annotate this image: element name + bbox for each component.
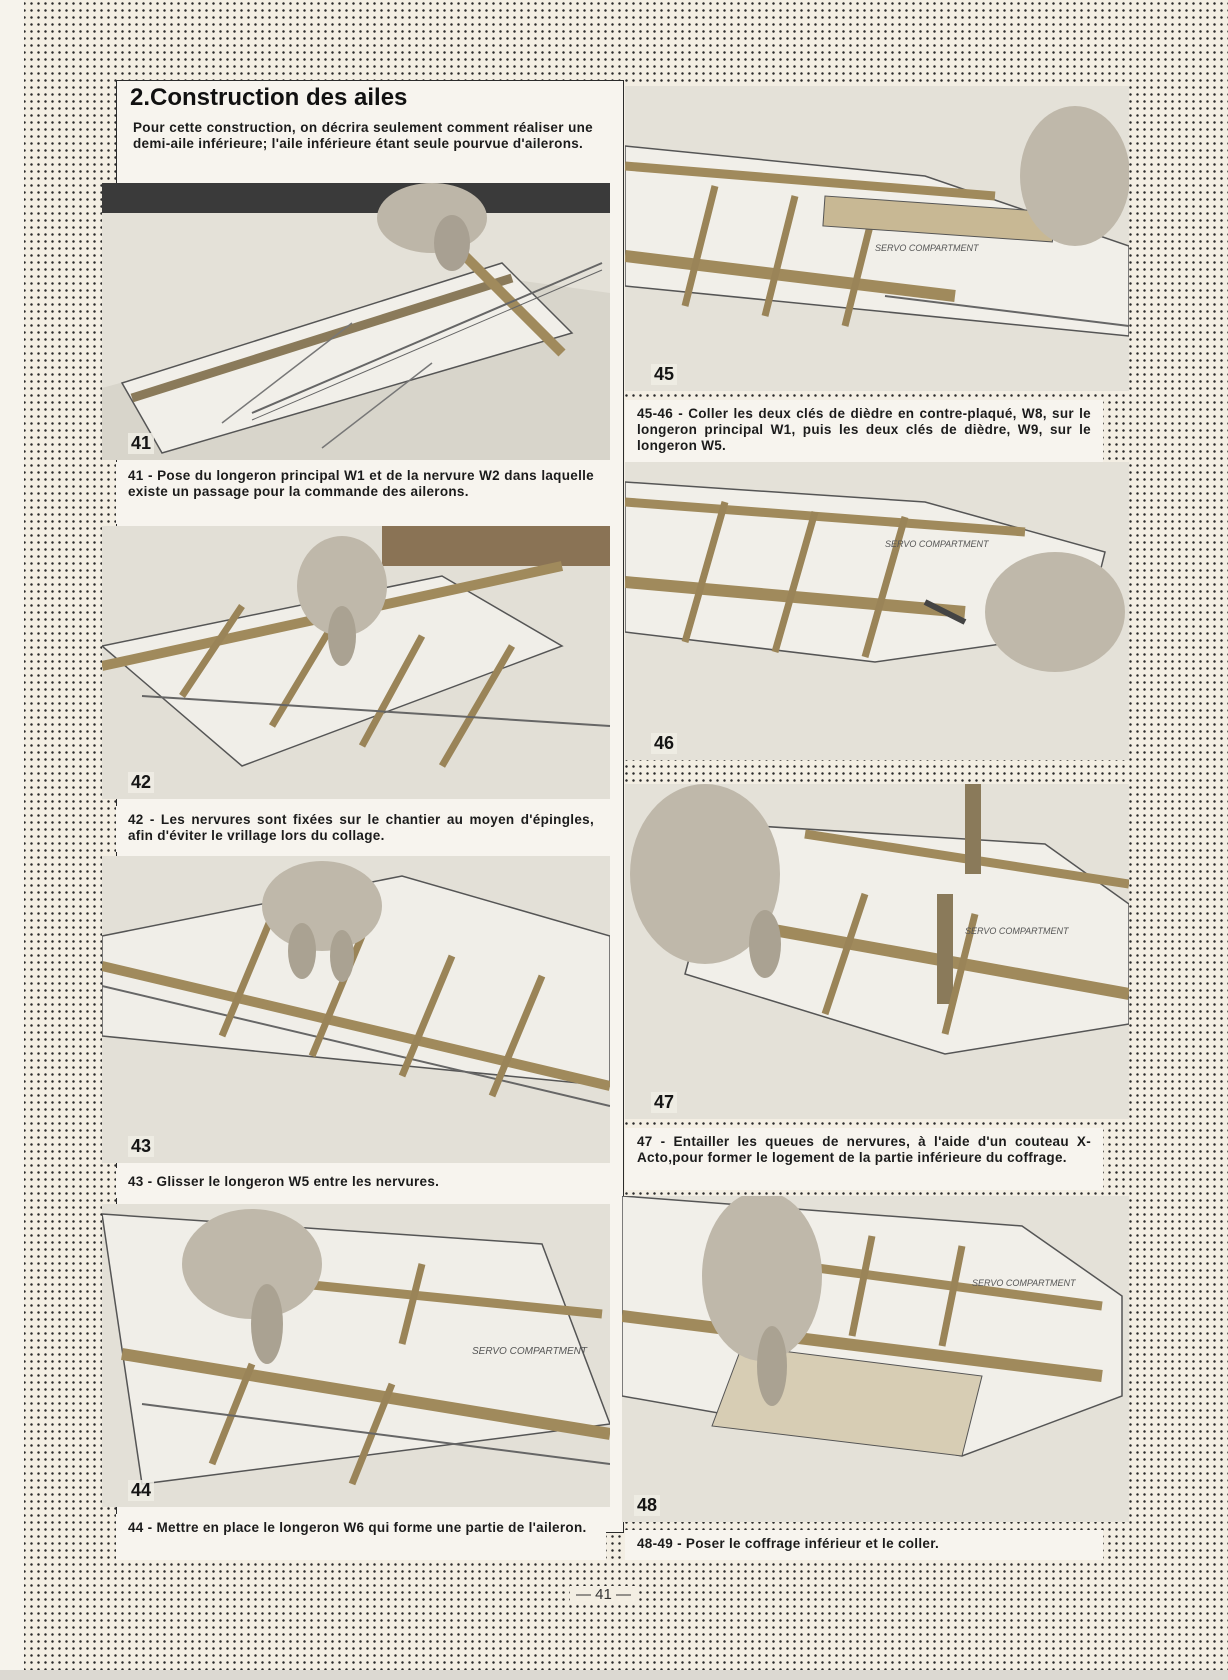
- photo-48-plan-label: SERVO COMPARTMENT: [972, 1278, 1076, 1288]
- photo-42-image: [102, 526, 610, 799]
- photo-46-number: 46: [651, 733, 677, 754]
- photo-46-image: [625, 462, 1129, 760]
- caption-44: 44 - Mettre en place le longeron W6 qui forme une partie de l'aileron.: [116, 1514, 606, 1560]
- section-title: 2.Construction des ailes: [130, 84, 408, 111]
- photo-45-image: [625, 86, 1129, 391]
- photo-44-number: 44: [128, 1480, 154, 1501]
- page-bottom-edge: [0, 1670, 1228, 1680]
- photo-44-plan-label: SERVO COMPARTMENT: [472, 1346, 588, 1357]
- photo-45-number: 45: [651, 364, 677, 385]
- photo-46: [625, 462, 1129, 760]
- photo-48: [622, 1196, 1129, 1522]
- caption-45-46: 45-46 - Coller les deux clés de dièdre en contre-plaqué, W8, sur le longeron principal W1, puis les deux clés de dièdre, W9, sur le longeron W5.: [625, 400, 1103, 462]
- photo-43-image: [102, 856, 610, 1163]
- caption-48-49: 48-49 - Poser le coffrage inférieur et le coller.: [625, 1530, 1103, 1560]
- photo-46-plan-label: SERVO COMPARTMENT: [885, 539, 989, 549]
- section-intro: Pour cette construction, on décrira seulement comment réaliser une demi-aile inférieure; l'aile inférieure étant seule pourvue d'ailerons.: [133, 120, 593, 151]
- photo-44: [102, 1204, 610, 1507]
- caption-43: 43 - Glisser le longeron W5 entre les nervures.: [116, 1168, 606, 1198]
- photo-47-plan-label: SERVO COMPARTMENT: [965, 926, 1069, 936]
- photo-47-image: [625, 784, 1129, 1119]
- photo-48-number: 48: [634, 1495, 660, 1516]
- page-number: — 41 —: [570, 1586, 637, 1603]
- photo-41-image: [102, 183, 610, 460]
- photo-42-number: 42: [128, 772, 154, 793]
- photo-45-plan-label: SERVO COMPARTMENT: [875, 243, 979, 253]
- photo-44-image: [102, 1204, 610, 1507]
- photo-41-number: 41: [128, 433, 154, 454]
- caption-42: 42 - Les nervures sont fixées sur le chantier au moyen d'épingles, afin d'éviter le vrillage lors du collage.: [116, 806, 606, 852]
- photo-41: [102, 183, 610, 460]
- photo-48-image: [622, 1196, 1129, 1522]
- caption-47: 47 - Entailler les queues de nervures, à l'aide d'un couteau X-Acto,pour former le logement de la partie inférieure du coffrage.: [625, 1128, 1103, 1190]
- page-left-edge: [0, 0, 24, 1680]
- photo-45: [625, 86, 1129, 391]
- photo-47: [625, 784, 1129, 1119]
- photo-43: [102, 856, 610, 1163]
- photo-47-number: 47: [651, 1092, 677, 1113]
- photo-43-number: 43: [128, 1136, 154, 1157]
- photo-42: [102, 526, 610, 799]
- caption-41: 41 - Pose du longeron principal W1 et de la nervure W2 dans laquelle existe un passage pour la commande des ailerons.: [116, 462, 606, 524]
